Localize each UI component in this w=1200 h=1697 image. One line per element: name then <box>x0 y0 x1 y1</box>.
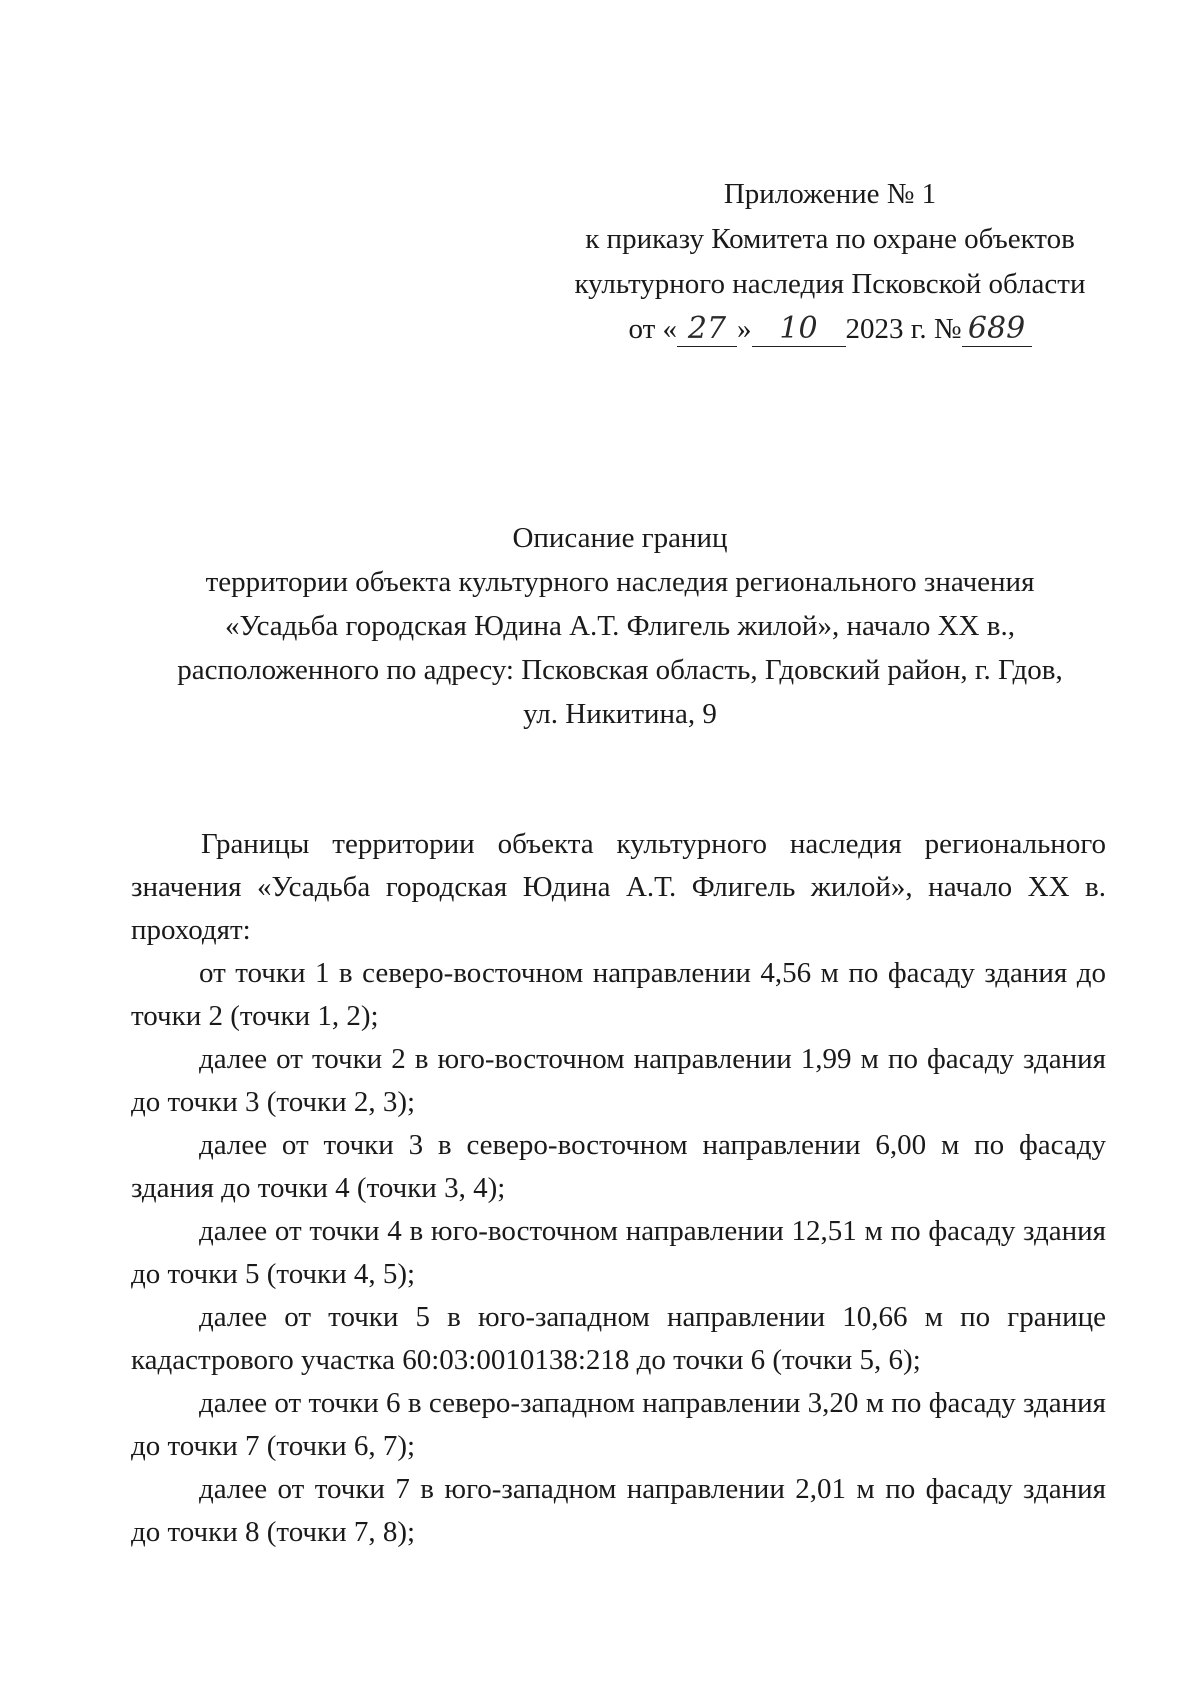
handwritten-day: 27 <box>677 312 737 347</box>
title-line-1: Описание границ <box>512 522 728 554</box>
boundary-item-3: далее от точки 3 в северо-восточном направлении 6,00 м по фасаду здания до точки 4 (точки 3, 4); <box>131 1129 1106 1204</box>
boundary-item-5: далее от точки 5 в юго-западном направлении 10,66 м по границе кадастрового участка 60:03:0010138:218 до точки 6 (точки 5, 6); <box>131 1301 1106 1376</box>
document-body <box>131 823 1106 1554</box>
boundary-item-7: далее от точки 7 в юго-западном направлении 2,01 м по фасаду здания до точки 8 (точки 7, 8); <box>131 1473 1106 1548</box>
title-line-5: ул. Никитина, 9 <box>523 698 717 730</box>
body-intro-paragraph: Границы территории объекта культурного наследия регионального значения «Усадьба городская Юдина А.Т. Флигель жилой», начало XX в. проходят: <box>131 828 1106 946</box>
title-line-2: территории объекта культурного наследия регионального значения <box>205 566 1035 598</box>
appendix-committee: культурного наследия Псковской области <box>574 268 1086 300</box>
appendix-date-line <box>560 307 1100 352</box>
title-line-3: «Усадьба городская Юдина А.Т. Флигель жилой», начало XX в., <box>225 610 1015 642</box>
handwritten-month: 10 <box>752 312 846 347</box>
date-year: 2023 г. № <box>845 313 962 345</box>
appendix-header <box>560 172 1100 352</box>
appendix-order-ref: к приказу Комитета по охране объектов <box>585 223 1075 255</box>
title-line-4: расположенного по адресу: Псковская область, Гдовский район, г. Гдов, <box>177 654 1063 686</box>
date-mid: » <box>737 313 752 345</box>
boundary-item-4: далее от точки 4 в юго-восточном направлении 12,51 м по фасаду здания до точки 5 (точки 4, 5); <box>131 1215 1106 1290</box>
boundary-item-6: далее от точки 6 в северо-западном направлении 3,20 м по фасаду здания до точки 7 (точки 6, 7); <box>131 1387 1106 1462</box>
document-title <box>120 516 1120 736</box>
date-prefix: от « <box>628 313 677 345</box>
appendix-title: Приложение № 1 <box>723 178 937 210</box>
handwritten-order-number: 689 <box>962 312 1032 347</box>
boundary-item-1: от точки 1 в северо-восточном направлении 4,56 м по фасаду здания до точки 2 (точки 1, 2); <box>131 957 1106 1032</box>
boundary-item-2: далее от точки 2 в юго-восточном направлении 1,99 м по фасаду здания до точки 3 (точки 2, 3); <box>131 1043 1106 1118</box>
